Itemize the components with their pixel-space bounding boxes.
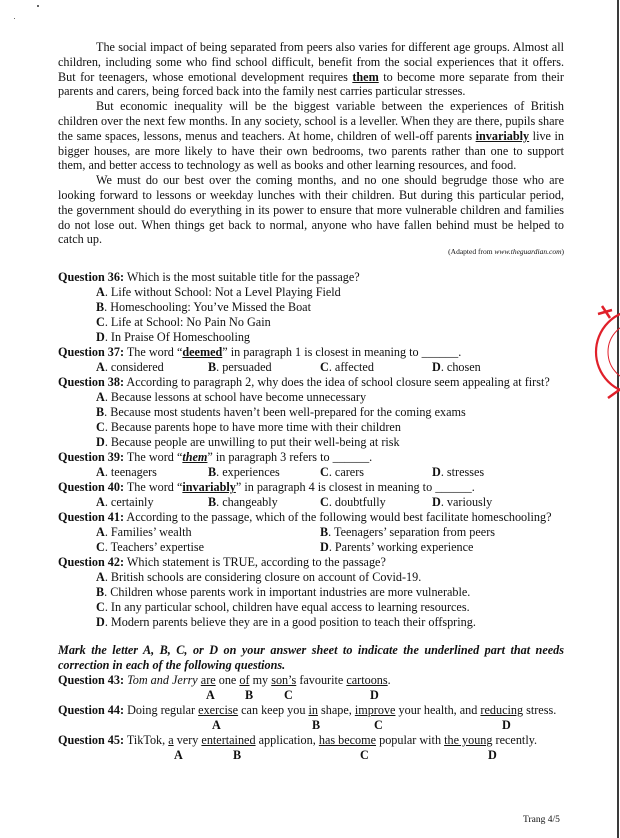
underlined-part-d[interactable]: cartoons (346, 673, 388, 688)
option-a[interactable]: A. Life without School: Not a Level Playing Field (96, 285, 341, 300)
option-c[interactable]: C. carers (320, 465, 364, 480)
passage-paragraph-1: The social impact of being separated from peers also varies for different age groups. Almost all children, including some who find school difficult, benefit from the social experiences that it offers. But for teenagers, whose emotional development requires them to become more separate from their parents and carers, being forced back into the family nest carries particular stresses. (58, 40, 564, 99)
exam-page (58, 40, 564, 763)
question-44: Question 44: Doing regular exercise can keep you in shape, improve your health, and reducing stress. A B C D (58, 703, 564, 733)
underlined-part-d[interactable]: reducing (480, 703, 524, 718)
passage-paragraph-2: But economic inequality will be the biggest variable between the experiences of British children over the next few months. In any society, school is a leveller. When they are there, pupils share the same spaces, lessons, menus and teachers. At home, children of well-off parents invariably live in bigger houses, are more likely to have their own bedrooms, two parents rather than one to support them, and better access to technology as well as books and other learning resources, and food. (58, 99, 564, 173)
option-b[interactable]: B. Because most students haven’t been well-prepared for the coming exams (96, 405, 466, 420)
question-39: Question 39: The word “them” in paragraph 3 refers to ______. A. teenagers B. experiences C. carers D. stresses (58, 450, 485, 480)
underlined-word-them: them (352, 69, 379, 84)
option-c[interactable]: C. affected (320, 360, 374, 375)
underlined-part-c[interactable]: improve (354, 703, 396, 718)
option-b[interactable]: B. Homeschooling: You’ve Missed the Boat (96, 300, 311, 315)
option-c[interactable]: C. doubtfully (320, 495, 386, 510)
option-d[interactable]: D. Modern parents believe they are in a good position to teach their offspring. (96, 615, 476, 630)
option-d[interactable]: D. chosen (432, 360, 481, 375)
page-number: Trang 4/5 (523, 815, 560, 825)
option-c[interactable]: C. In any particular school, children have equal access to learning resources. (96, 600, 470, 615)
underlined-part-b[interactable]: in (308, 703, 318, 718)
underlined-part-a[interactable]: a (168, 733, 174, 748)
answer-letters: A B C D (212, 718, 511, 733)
option-b[interactable]: B. Teenagers’ separation from peers (320, 525, 496, 540)
underlined-part-d[interactable]: the young (444, 733, 493, 748)
option-d[interactable]: D. In Praise Of Homeschooling (96, 330, 251, 345)
page-edge (617, 0, 619, 838)
underlined-part-c[interactable]: has become (318, 733, 377, 748)
scan-dot (37, 5, 39, 7)
option-c[interactable]: C. Life at School: No Pain No Gain (96, 315, 271, 330)
passage-source: (Adapted from www.theguardian.com) (448, 247, 564, 257)
answer-letters: A B C D (206, 688, 379, 703)
question-37: Question 37: The word “deemed” in paragraph 1 is closest in meaning to ______. A. considered B. persuaded C. affected D. chosen (58, 345, 481, 375)
section-instruction: Mark the letter A, B, C, or D on your answer sheet to indicate the underlined part that needs correction in each of the following questions. (58, 643, 564, 673)
option-a[interactable]: A. British schools are considering closure on account of Covid-19. (96, 570, 422, 585)
underlined-word-invariably: invariably (475, 128, 530, 143)
option-c[interactable]: C. Because parents hope to have more time with their children (96, 420, 401, 435)
scan-dot (14, 18, 15, 19)
question-42: Question 42: Which statement is TRUE, according to the passage? A. British schools are considering closure on account of Covid-19. B. Children whose parents work in important industries are more vulnerable. C. In any particular school, children have equal access to learning resources. D. Modern parents believe they are in a good position to teach their offspring. (58, 555, 564, 630)
option-a[interactable]: A. certainly (96, 495, 154, 510)
option-a[interactable]: A. teenagers (96, 465, 157, 480)
question-43: Question 43: Tom and Jerry are one of my son’s favourite cartoons. A B C D (58, 673, 564, 703)
option-a[interactable]: A. considered (96, 360, 164, 375)
underlined-part-c[interactable]: son’s (271, 673, 297, 688)
question-41: Question 41: According to the passage, which of the following would best facilitate homeschooling? A. Families’ wealth B. Teenagers’ separation from peers C. Teachers’ expertise D. Parents’ working experience (58, 510, 552, 555)
question-45: Question 45: TikTok, a very entertained application, has become popular with the young recently. A B C D (58, 733, 564, 763)
option-b[interactable]: B. experiences (208, 465, 280, 480)
option-a[interactable]: A. Families’ wealth (96, 525, 192, 540)
option-b[interactable]: B. persuaded (208, 360, 272, 375)
underlined-part-a[interactable]: exercise (198, 703, 239, 718)
option-d[interactable]: D. Parents’ working experience (320, 540, 474, 555)
option-a[interactable]: A. Because lessons at school have become unnecessary (96, 390, 367, 405)
option-b[interactable]: B. Children whose parents work in important industries are more vulnerable. (96, 585, 471, 600)
option-d[interactable]: D. stresses (432, 465, 485, 480)
option-d[interactable]: D. variously (432, 495, 493, 510)
question-36: Question 36: Which is the most suitable title for the passage? A. Life without School: Not a Level Playing Field B. Homeschooling: You’ve Missed the Boat C. Life at School: No Pain No Gain D. In Praise Of Homeschooling (58, 270, 564, 345)
red-stamp-icon (592, 292, 620, 410)
question-38: Question 38: According to paragraph 2, why does the idea of school closure seem appealing at first? A. Because lessons at school have become unnecessary B. Because most students haven’t been well-prepared for the coming exams C. Because parents hope to have more time with their children D. Because people are unwilling to put their well-being at risk (58, 375, 564, 450)
underlined-part-b[interactable]: of (239, 673, 250, 688)
option-b[interactable]: B. changeably (208, 495, 278, 510)
underlined-part-a[interactable]: are (200, 673, 216, 688)
answer-letters: A B C D (174, 748, 497, 763)
question-40: Question 40: The word “invariably” in paragraph 4 is closest in meaning to ______. A. certainly B. changeably C. doubtfully D. variously (58, 480, 493, 510)
underlined-part-b[interactable]: entertained (201, 733, 256, 748)
passage-paragraph-3: We must do our best over the coming months, and no one should begrudge those who are looking forward to lessons or weekday lunches with their children. But during this particular period, the government should do everything in its power to ensure that more vulnerable children and families do not lose out. When things get back to normal, anyone who have fallen behind must be helped to catch up. (58, 173, 564, 247)
option-c[interactable]: C. Teachers’ expertise (96, 540, 205, 555)
option-d[interactable]: D. Because people are unwilling to put their well-being at risk (96, 435, 400, 450)
